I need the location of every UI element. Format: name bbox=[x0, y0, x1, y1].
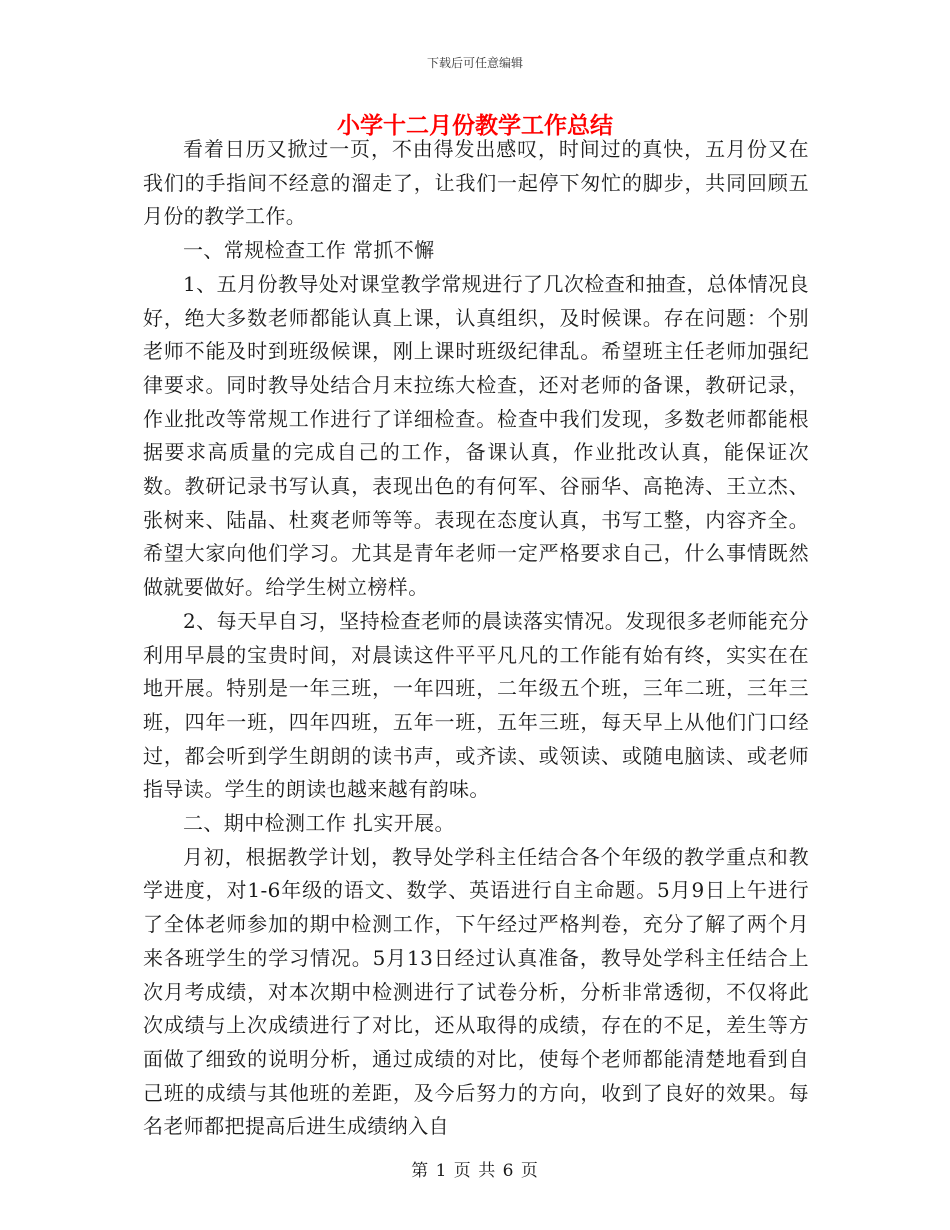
page-number: 第 1 页 共 6 页 bbox=[411, 1161, 539, 1181]
document-body bbox=[143, 133, 809, 1144]
paragraph-intro: 看着日历又掀过一页，不由得发出感叹，时间过的真快，五月份又在我们的手指间不经意的溜走了，让我们一起停下匆忙的脚步，共同回顾五月份的教学工作。 bbox=[143, 137, 809, 229]
paragraph-1: 1、五月份教导处对课堂教学常规进行了几次检查和抽查，总体情况良好，绝大多数老师都能认真上课，认真组织，及时候课。存在问题：个别老师不能及时到班级候课，刚上课时班级纪律乱。希望班主任老师加强纪律要求。同时教导处结合月末拉练大检查，还对老师的备课，教研记录，作业批改等常规工作进行了详细检查。检查中我们发现，多数老师都能根据要求高质量的完成自己的工作，备课认真，作业批改认真，能保证次数。教研记录书写认真，表现出色的有何军、谷丽华、高艳涛、王立杰、张树来、陆晶、杜爽老师等等。表现在态度认真，书写工整，内容齐全。希望大家向他们学习。尤其是青年老师一定严格要求自己，什么事情既然做就要做好。给学生树立榜样。 bbox=[143, 271, 809, 600]
header-note: 下载后可任意编辑 bbox=[426, 56, 523, 70]
paragraph-3: 月初，根据教学计划，教导处学科主任结合各个年级的教学重点和教学进度，对1-6年级的语文、数学、英语进行自主命题。5月9日上午进行了全体老师参加的期中检测工作，下午经过严格判卷，充分了解了两个月来各班学生的学习情况。5月13日经过认真准备，教导处学科主任结合上次月考成绩，对本次期中检测进行了试卷分析，分析非常透彻，不仅将此次成绩与上次成绩进行了对比，还从取得的成绩，存在的不足，差生等方面做了细致的说明分析，通过成绩的对比，使每个老师都能清楚地看到自己班的成绩与其他班的差距，及今后努力的方向，收到了良好的效果。每名老师都把提高后进生成绩纳入自 bbox=[143, 844, 809, 1139]
document-title: 小学十二月份教学工作总结 bbox=[337, 112, 613, 139]
section-heading-2: 二、期中检测工作 扎实开展。 bbox=[183, 811, 455, 836]
section-heading-1: 一、常规检查工作 常抓不懈 bbox=[183, 238, 435, 263]
paragraph-2: 2、每天早自习，坚持检查老师的晨读落实情况。发现很多老师能充分利用早晨的宝贵时间，对晨读这件平平凡凡的工作能有始有终，实实在在地开展。特别是一年三班，一年四班，二年级五个班，三年二班，三年三班，四年一班，四年四班，五年一班，五年三班，每天早上从他们门口经过，都会听到学生朗朗的读书声，或齐读、或领读、或随电脑读、或老师指导读。学生的朗读也越来越有韵味。 bbox=[143, 608, 809, 802]
